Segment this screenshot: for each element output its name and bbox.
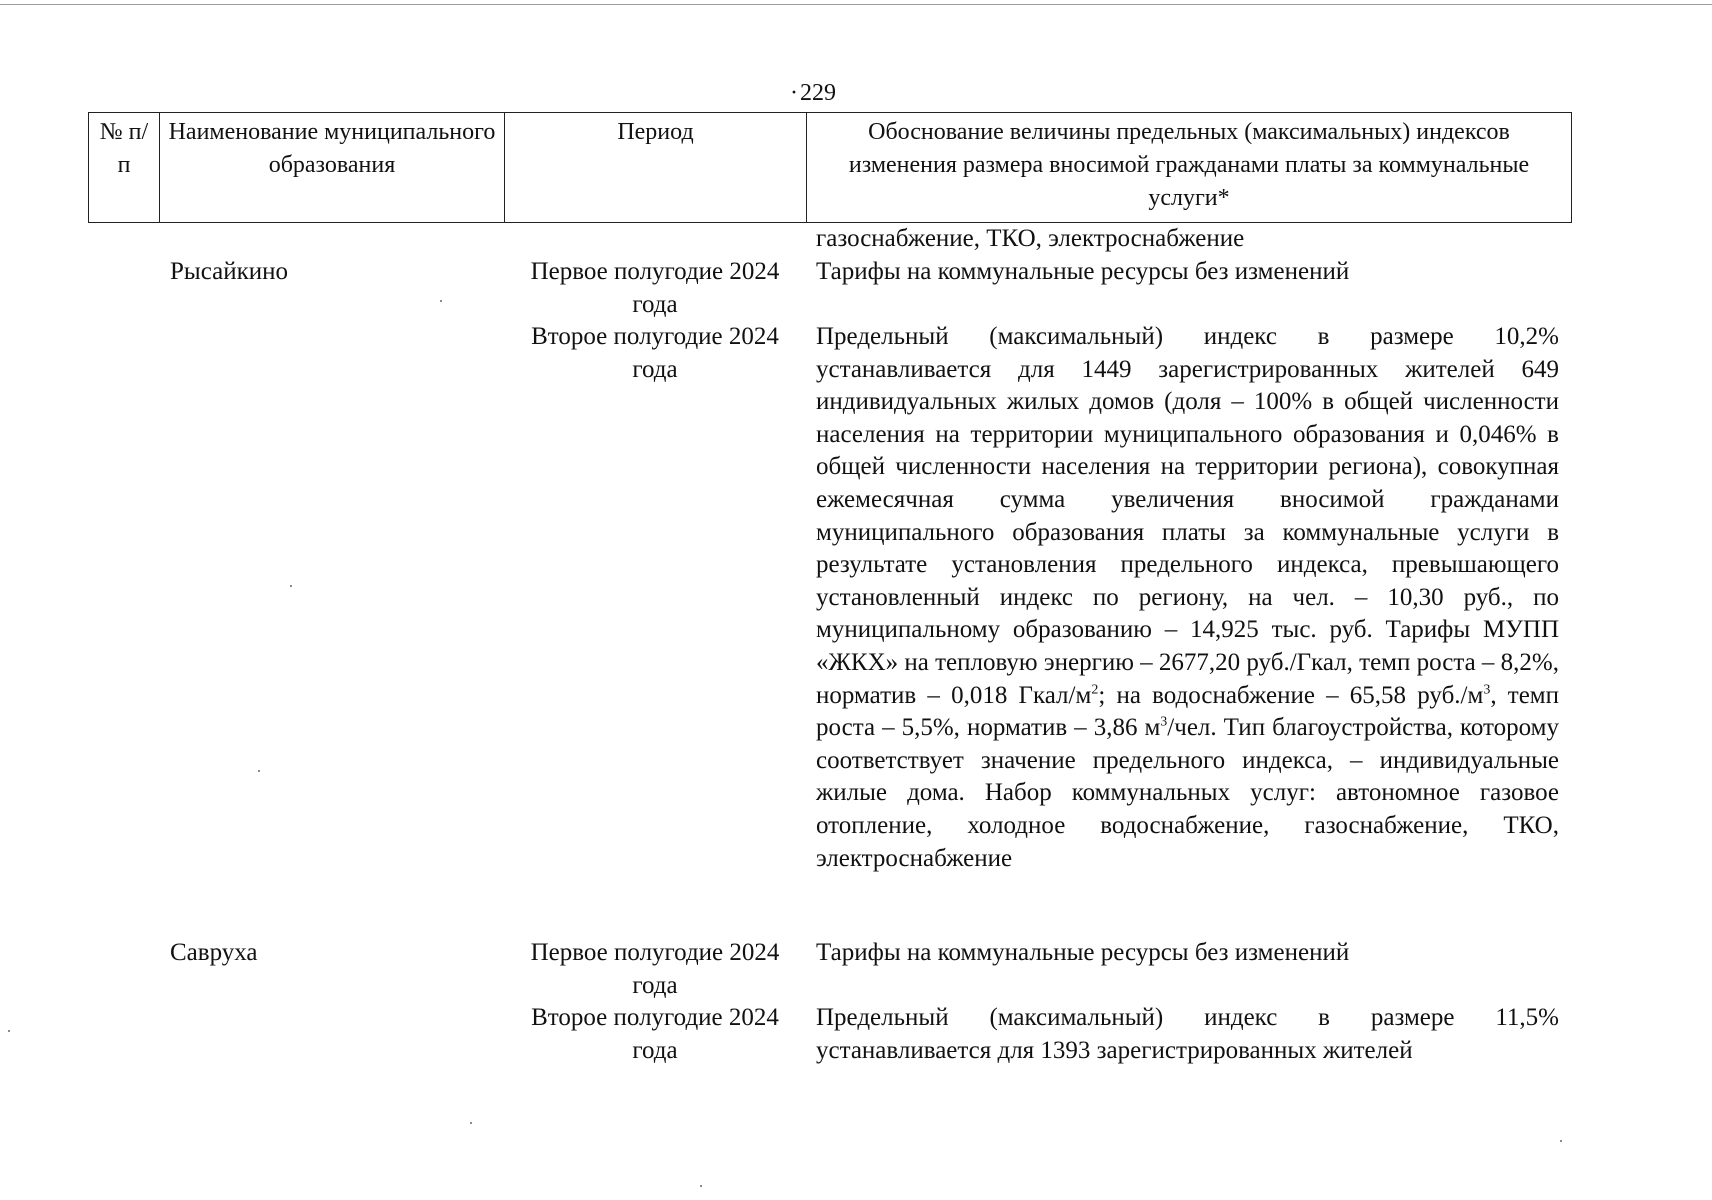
header-municipality: Наименование муниципального образования — [160, 113, 505, 223]
period-first-half: Первое полугодие 2024 года — [530, 939, 780, 999]
scan-speck — [470, 1122, 472, 1124]
scan-speck — [1560, 1140, 1562, 1142]
basis-text-detailed: Предельный (максимальный) индекс в размере 10,2% устанавливается для 1449 зарегистрированных жителей 649 индивидуальных жилых домов (доля – 100% в общей численности населения на территории муниципального образования и 0,046% в общей численности населения на территории региона), совокупная ежемесячная сумма увеличения вносимой гражданами муниципального образования платы за коммунальные услуги в результате установления предельного индекса, превышающего установленный индекс по региону, на чел. – 10,30 руб., по муниципальному образованию – 14,925 тыс. руб. Тарифы МУПП «ЖКХ» на тепловую энергию – 2677,20 руб./Гкал, темп роста – 8,2%, норматив – 0,018 Гкал/$м^2$; на водоснабжение – 65,58 $руб./м^3$, темп роста – 5,5%, норматив – 3,86 $м^3$/чел. Тип благоустройства, которому соответствует значение предельного индекса, – индивидуальные жилые дома. Набор коммунальных услуг: автономное газовое отопление, холодное водоснабжение, газоснабжение, ТКО, электроснабжение — [816, 323, 1559, 872]
scan-speck — [258, 770, 260, 772]
header-number: № п/п — [89, 113, 160, 223]
page-number: 229 — [800, 80, 836, 106]
period-second-half: Второе полугодие 2024 года — [531, 1004, 779, 1064]
basis-text: Тарифы на коммунальные ресурсы без изменений — [816, 939, 1350, 966]
scan-speck — [290, 585, 292, 587]
period-first-half: Первое полугодие 2024 года — [530, 258, 780, 318]
municipality-name: Савруха — [170, 939, 258, 966]
basis-text: Тарифы на коммунальные ресурсы без изменений — [816, 258, 1350, 285]
basis-text-detailed: Предельный (максимальный) индекс в размере 11,5% устанавливается для 1393 зарегистрированных жителей — [816, 1004, 1559, 1064]
period-second-half: Второе полугодие 2024 года — [531, 323, 779, 383]
table-header — [88, 112, 1572, 223]
header-basis: Обоснование величины предельных (максимальных) индексов изменения размера вносимой гражданами платы за коммунальные услуги* — [807, 113, 1572, 223]
scan-speck — [440, 300, 442, 302]
carryover-text: газоснабжение, ТКО, электроснабжение — [816, 225, 1245, 252]
scan-edge-line — [0, 4, 1712, 5]
municipality-name: Рысайкино — [170, 258, 288, 285]
scan-speck — [700, 1185, 702, 1187]
header-period: Период — [505, 113, 807, 223]
scan-speck — [8, 1030, 10, 1032]
page-dot: · — [790, 80, 798, 106]
